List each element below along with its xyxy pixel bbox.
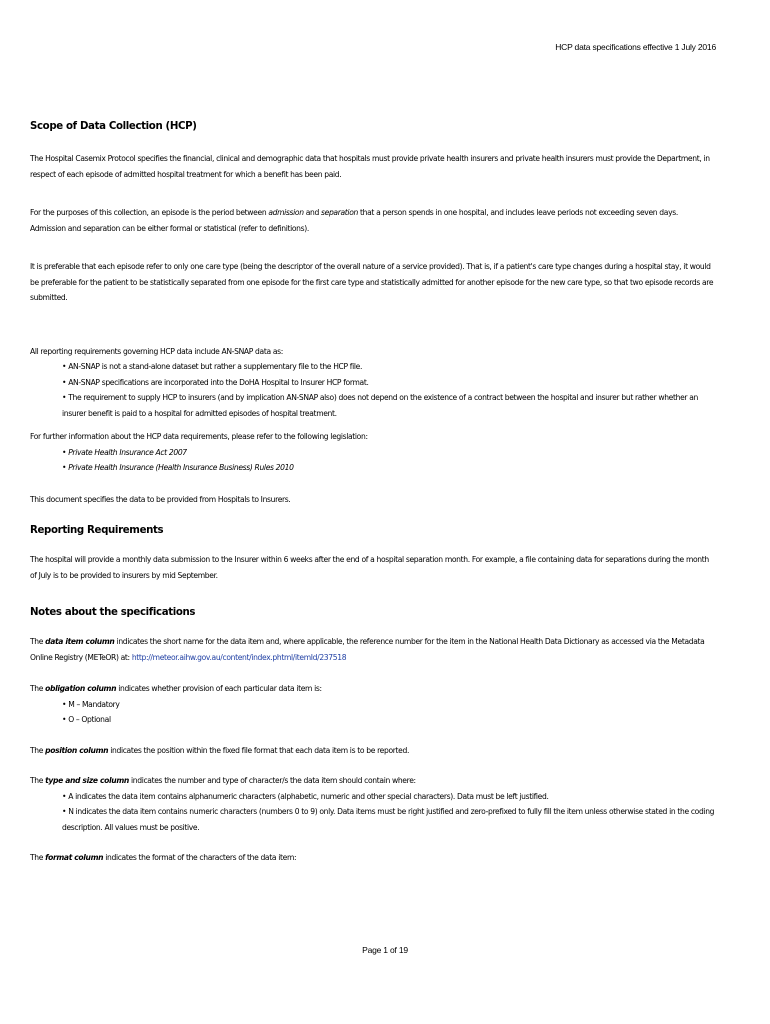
admission-term: admission (268, 208, 304, 217)
scope-paragraph-1: The Hospital Casemix Protocol specifies the financial, clinical and demographic data that hospitals must provide private health insurers and private health insurers must provide the Department, in respect of each episode of admitted hospital treatment for which a benefit has been paid. (30, 154, 710, 179)
reporting-paragraph: The hospital will provide a monthly data submission to the Insurer within 6 weeks after the end of a hospital separation month. For example, a file containing data for separations during the month of July is to be provided to insurers by mid September. (30, 555, 709, 580)
data-item-paragraph: The data item column indicates the short name for the data item and, where applicable, the reference number for the item in the National Health Data Dictionary as accessed via the Metadata Online Registry (METeOR) at: http://meteor.aihw.gov.au/content/index.phtml/itemId/237518 (30, 637, 705, 662)
list-item: • N indicates the data item contains numeric characters (numbers 0 to 9) only. Data items must be right justified and zero-prefixed to fully fill the item unless otherwise stated in the coding description. All values must be positive. (62, 804, 715, 835)
list-item: • AN-SNAP specifications are incorporated into the DoHA Hospital to Insurer HCP format. (62, 375, 715, 391)
list-item: • O – Optional (62, 712, 715, 728)
data-item-term: data item column (45, 637, 115, 646)
obligation-paragraph: The obligation column indicates whether provision of each particular data item is: (30, 684, 322, 693)
reporting-heading: Reporting Requirements (30, 525, 164, 536)
obligation-list (30, 697, 715, 728)
meteor-link[interactable]: http://meteor.aihw.gov.au/content/index.phtml/itemId/237518 (131, 652, 347, 662)
list-item: • A indicates the data item contains alphanumeric characters (alphabetic, numeric and other special characters). Data must be left justified. (62, 789, 715, 805)
scope-paragraph-5: For further information about the HCP data requirements, please refer to the following legislation: (30, 432, 368, 441)
list-item: • M – Mandatory (62, 697, 715, 713)
list-item: • Private Health Insurance (Health Insurance Business) Rules 2010 (62, 460, 715, 476)
page-number: Page 1 of 19 (362, 945, 408, 955)
scope-paragraph-6: This document specifies the data to be provided from Hospitals to Insurers. (30, 494, 291, 504)
list-item: • AN-SNAP is not a stand-alone dataset but rather a supplementary file to the HCP file. (62, 359, 715, 375)
format-paragraph: The format column indicates the format of the characters of the data item: (30, 853, 297, 862)
document-body (30, 120, 715, 866)
separation-term: separation (321, 208, 358, 217)
scope-paragraph-3: It is preferable that each episode refer to only one care type (being the descriptor of the overall nature of a service provided). That is, if a patient's care type changes during a hospital stay, it would be preferable for the patient to be statistically separated from one episode for the first care type and statistically admitted for another episode for the new care type, so that two episode records are submitted. (30, 262, 714, 302)
page-header: HCP data specifications effective 1 July 2016 (555, 42, 716, 52)
type-size-paragraph: The type and size column indicates the number and type of character/s the data item should contain where: (30, 776, 416, 785)
type-size-term: type and size column (45, 776, 129, 785)
legislation-list (30, 445, 715, 476)
scope-heading: Scope of Data Collection (HCP) (30, 121, 197, 132)
an-snap-list (30, 359, 715, 421)
notes-heading: Notes about the specifications (30, 607, 196, 618)
type-size-list (30, 789, 715, 836)
scope-paragraph-2: For the purposes of this collection, an episode is the period between admission and separation that a person spends in one hospital, and includes leave periods not exceeding seven days. Admission and separation can be either formal or statistical (refer to definitions). (30, 208, 678, 233)
format-term: format column (45, 853, 104, 862)
list-item: • The requirement to supply HCP to insurers (and by implication AN-SNAP also) does not depend on the existence of a contract between the hospital and insurer but rather whether an insurer benefit is paid to a hospital for admitted episodes of hospital treatment. (62, 390, 715, 421)
position-term: position column (45, 745, 109, 755)
list-item: • Private Health Insurance Act 2007 (62, 445, 715, 461)
obligation-term: obligation column (45, 684, 117, 693)
scope-paragraph-4: All reporting requirements governing HCP data include AN-SNAP data as: (30, 346, 283, 356)
position-paragraph: The position column indicates the position within the fixed file format that each data item is to be reported. (30, 745, 410, 755)
